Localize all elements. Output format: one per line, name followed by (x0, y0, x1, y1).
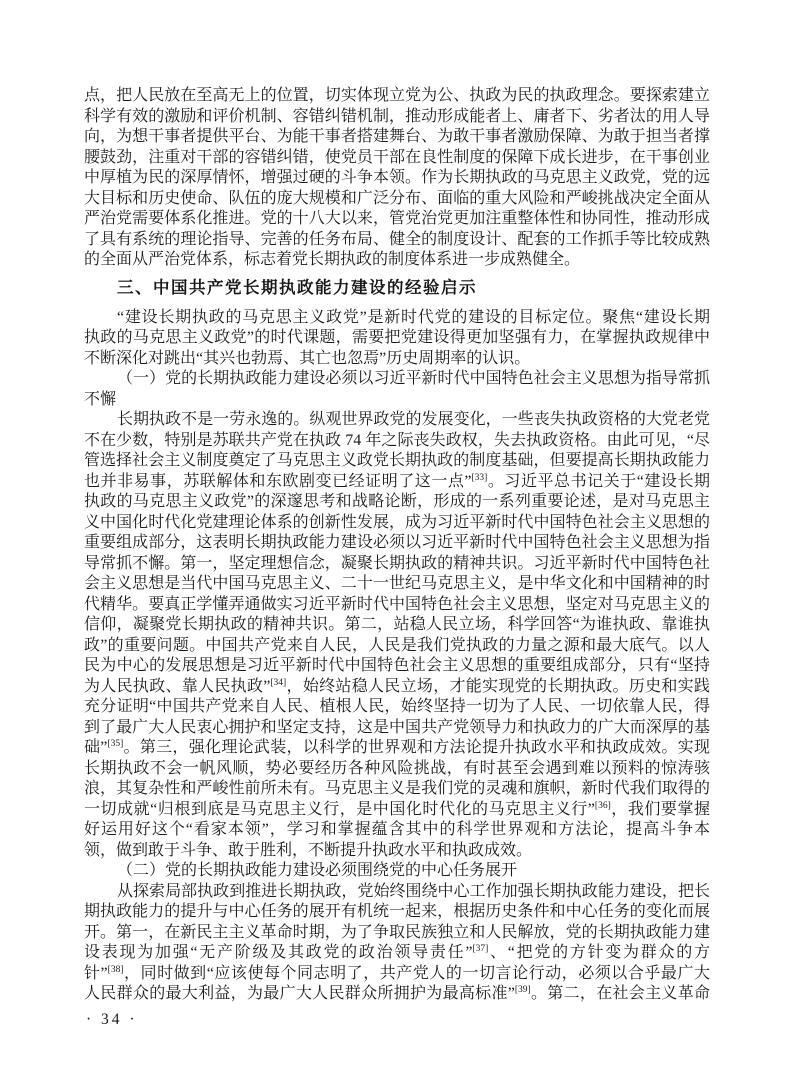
footnote-reference: [35] (107, 739, 124, 749)
text-line: “建设长期执政的马克思主义政党”是新时代党的建设的目标定位。聚焦“建设长期 (117, 308, 710, 326)
text-line: 充分证明“中国共产党来自人民、植根人民，始终坚持一切为了人民、一切依靠人民，得 (84, 698, 710, 715)
footnote-reference: [33] (471, 472, 488, 483)
text-line: 会主义思想是当代中国马克思主义、二十一世纪马克思主义，是中华文化和中国精神的时 (84, 575, 710, 592)
text-line: 管选择社会主义制度奠定了马克思主义政党长期执政的制度基础，但要提高长期执政能力 (84, 452, 710, 469)
text-line: 设表现为加强“无产阶级及其政党的政治领导责任”[37]、“把党的方针变为群众的方 (84, 944, 710, 961)
footnote-reference: [38] (107, 964, 124, 975)
paragraph-point-one (84, 410, 710, 861)
text-line: （二）党的长期执政能力建设必须围绕党的中心任务展开 (117, 862, 518, 879)
text-line: 到了最广大人民衷心拥护和坚定支持，这是中国共产党领导力和执政力的广大而深厚的基 (84, 718, 710, 736)
text-line: 针”[38]，同时做到“应该使每个同志明了，共产党人的一切言论行动，必须以合乎最广大 (84, 964, 711, 982)
text-line: 了具有系统的理论指导、完善的任务布局、健全的制度设计、配套的工作抓手等比较成熟 (84, 230, 710, 248)
text-line: 也并非易事，苏联解体和东欧剧变已经证明了这一点”[33]。习近平总书记关于“建设长期 (84, 472, 710, 490)
text-line: 开。第一，在新民主主义革命时期，为了争取民族独立和人民解放，党的长期执政能力建 (84, 923, 710, 941)
text-line: （一）党的长期执政能力建设必须以习近平新时代中国特色社会主义思想为指导常抓 (117, 370, 710, 387)
page-number: · 34 · (86, 1010, 138, 1028)
text-line: 为人民执政、靠人民执政”[34]，始终站稳人民立场，才能实现党的长期执政。历史和实践 (84, 677, 710, 695)
text-line: 向，为想干事者提供平台、为能干事者搭建舞台、为敢干事者激励保障、为敢于担当者撑 (84, 128, 710, 145)
text-line: 腰鼓劲，注重对干部的容错纠错，使党员干部在良性制度的保障下成长进步，在干事创业 (84, 148, 710, 166)
footnote-reference: [37] (472, 944, 489, 954)
text-line: 点，把人民放在至高无上的位置，切实体现立党为公、执政为民的执政理念。要探索建立 (84, 87, 710, 104)
text-line: 执政的马克思主义政党”的深邃思考和战略论断，形成的一系列重要论述，是对马克思主 (84, 493, 710, 510)
text-line: 中厚植为民的深厚情怀，增强过硬的斗争本领。作为长期执政的马克思主义政党，党的远 (84, 169, 710, 186)
text-block (84, 86, 710, 1029)
text-line: 义中国化时代化党建理论体系的创新性发展，成为习近平新时代中国特色社会主义思想的 (84, 513, 710, 531)
text-line: 民为中心的发展思想是习近平新时代中国特色社会主义思想的重要组成部分，只有“坚持 (84, 657, 710, 674)
footnote-reference: [34] (270, 677, 287, 688)
text-line: 领，做到敢于斗争、敢于胜利，不断提升执政水平和执政成效。 (84, 841, 533, 859)
text-line: 好运用好这个“看家本领”，学习和掌握蕴含其中的科学世界观和方法论，提高斗争本 (84, 821, 710, 838)
text-line: 期执政能力的提升与中心任务的展开有机统一起来，根据历史条件和中心任务的变化而展 (84, 903, 710, 920)
text-line: 人民群众的最大利益，为最广大人民群众所拥护为最高标准”[39]。第二，在社会主义革命 (84, 985, 710, 1002)
footnote-reference: [36] (594, 800, 611, 811)
text-line: 础”[35]。第三，强化理论武装，以科学的世界观和方法论提升执政水平和执政成效。实现 (84, 739, 710, 756)
text-line: 从探索局部执政到推进长期执政，党始终围绕中心工作加强长期执政能力建设，把长 (117, 882, 710, 900)
text-line: 的全面从严治党体系，标志着党长期执政的制度体系进一步成熟健全。 (84, 251, 581, 268)
text-line: 不在少数，特别是苏联共产党在执政 74 年之际丧失政权，失去执政资格。由此可见，“尽 (84, 431, 710, 449)
text-line: 长期执政不是一劳永逸的。纵观世界政党的发展变化，一些丧失执政资格的大党老党 (117, 411, 710, 428)
text-line: 长期执政不会一帆风顺，势必要经历各种风险挑战，有时甚至会遇到难以预料的惊涛骇 (84, 759, 710, 777)
text-line: 执政的马克思主义政党”的时代课题，需要把党建设得更加坚强有力，在掌握执政规律中 (84, 329, 710, 346)
text-line: 政”的重要问题。中国共产党来自人民，人民是我们党执政的力量之源和最大底气。以人 (84, 636, 710, 654)
text-line: 严治党需要体系化推进。党的十八大以来，管党治党更加注重整体性和协同性，推动形成 (84, 210, 710, 227)
text-line: 不断深化对跳出“其兴也勃焉、其亡也忽焉”历史周期率的认识。 (84, 349, 531, 367)
text-line: 一切成就“归根到底是马克思主义行，是中国化时代化的马克思主义行”[36]，我们要掌握 (84, 800, 710, 818)
subsection-heading-one (84, 369, 710, 410)
text-line: 重要组成部分，这表明长期执政能力建设必须以习近平新时代中国特色社会主义思想为指 (84, 534, 710, 551)
subsection-heading-two (84, 861, 710, 882)
section-heading: 三、中国共产党长期执政能力建设的经验启示 (117, 278, 477, 297)
paragraph-continuation (84, 86, 710, 271)
text-line: 导常抓不懈。第一，坚定理想信念，凝聚长期执政的精神共识。习近平新时代中国特色社 (84, 554, 710, 572)
paragraph-point-two (84, 882, 710, 1005)
text-line: 科学有效的激励和评价机制、容错纠错机制，推动形成能者上、庸者下、劣者汰的用人导 (84, 107, 710, 125)
text-line: 大目标和历史使命、队伍的庞大规模和广泛分布、面临的重大风险和严峻挑战决定全面从 (84, 189, 710, 207)
text-line: 浪，其复杂性和严峻性前所未有。马克思主义是我们党的灵魂和旗帜，新时代我们取得的 (84, 780, 710, 797)
paragraph-intro (84, 308, 710, 370)
footnote-reference: [39] (514, 985, 531, 995)
text-line: 信仰，凝聚党长期执政的精神共识。第二，站稳人民立场，科学回答“为谁执政、靠谁执 (84, 616, 710, 633)
text-line: 不懈 (84, 390, 117, 408)
text-line: 代精华。要真正学懂弄通做实习近平新时代中国特色社会主义思想，坚定对马克思主义的 (84, 595, 710, 613)
